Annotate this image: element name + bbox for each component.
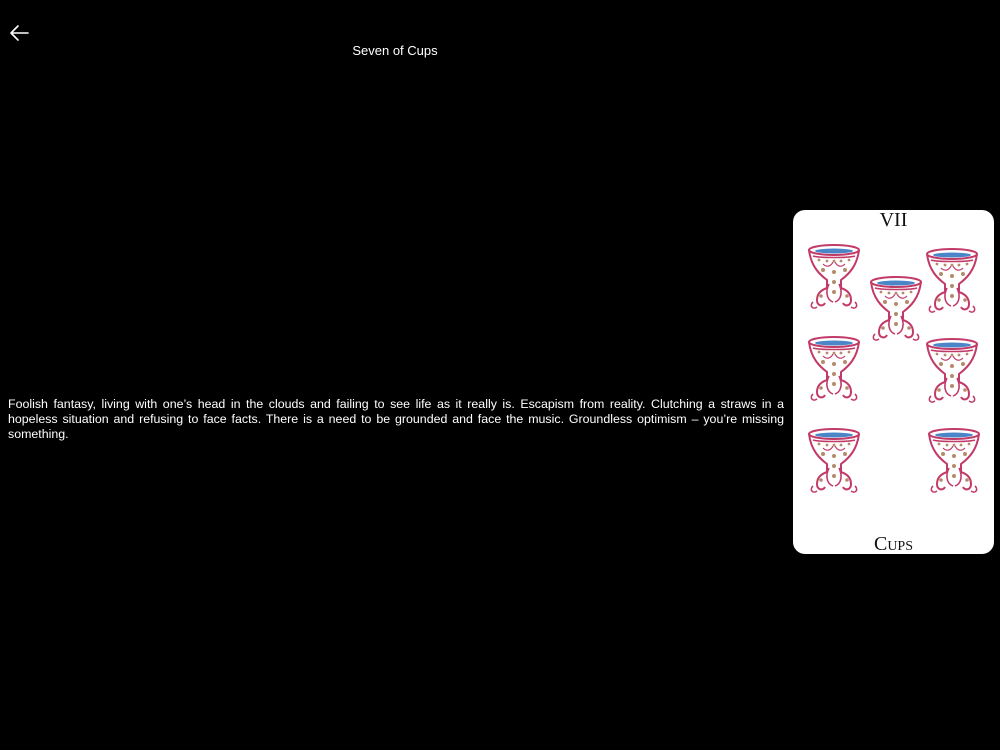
card-meaning-text: Foolish fantasy, living with one’s head in the clouds and failing to see life as it really is. Escapism from reality. Clutching a straws in a hopeless situation and refusing to face facts. There is a need to be grounded and face the music. Groundless optimism – you’re missing something. xyxy=(8,397,784,441)
page-title: Seven of Cups xyxy=(352,43,438,58)
card-suit: Cups xyxy=(873,533,914,554)
cup-icon xyxy=(869,276,923,342)
arrow-left-icon xyxy=(9,24,29,42)
cup-icon xyxy=(927,428,981,494)
tarot-card-image xyxy=(793,210,994,554)
cup-icon xyxy=(925,248,979,314)
card-numeral: VII xyxy=(879,210,908,231)
back-button[interactable] xyxy=(6,20,32,46)
cup-icon xyxy=(807,244,861,310)
cup-icon xyxy=(807,428,861,494)
cup-icon xyxy=(925,338,979,404)
cup-icon xyxy=(807,336,861,402)
